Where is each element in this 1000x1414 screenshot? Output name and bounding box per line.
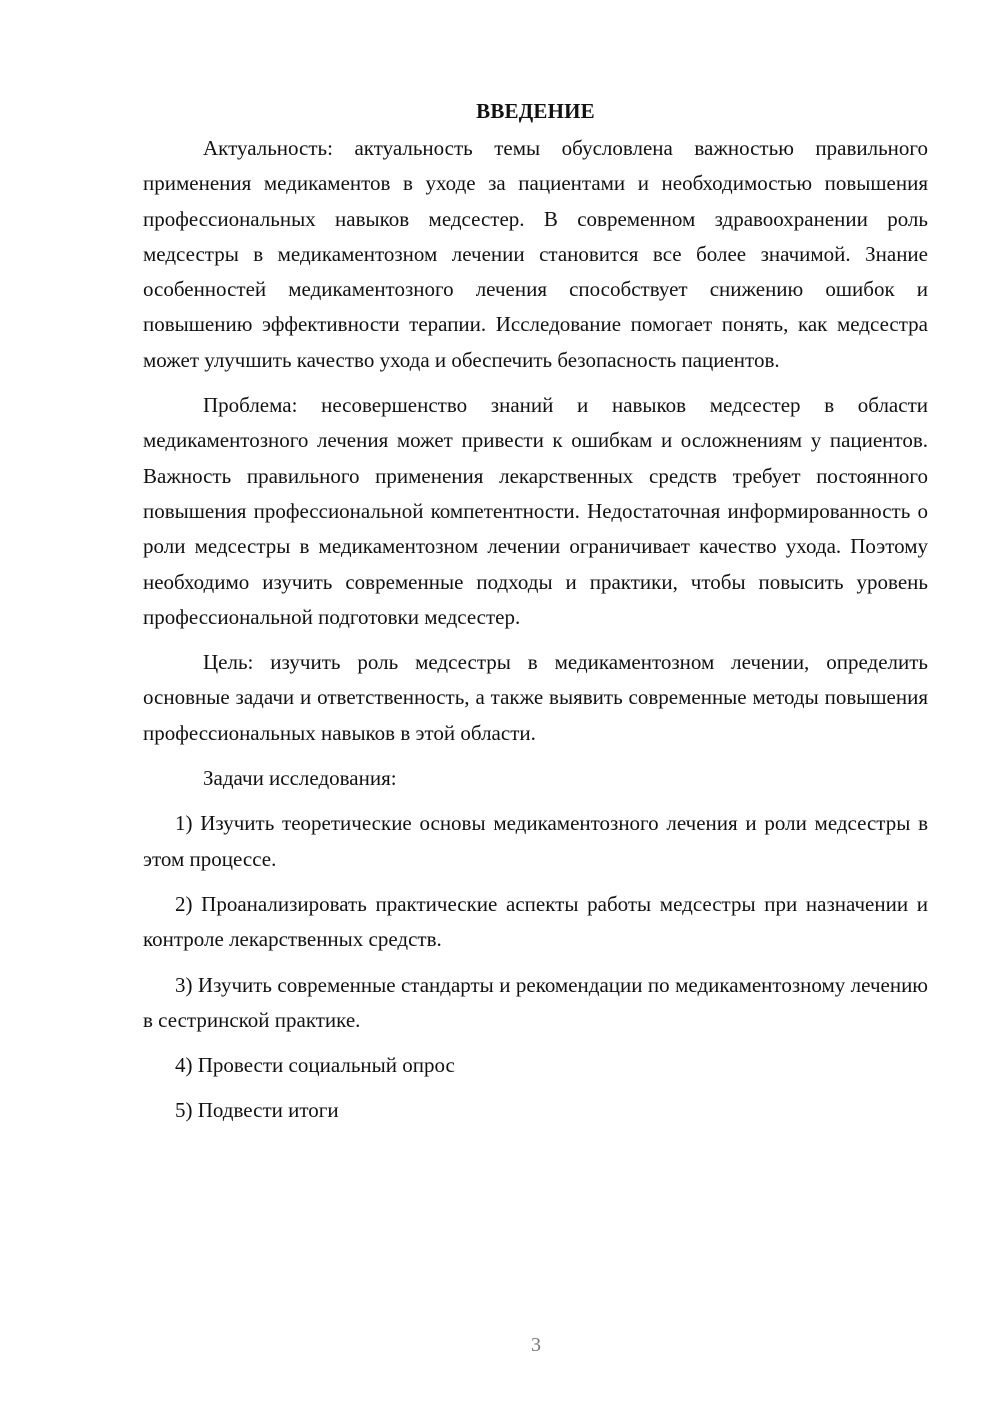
page-title: ВВЕДЕНИЕ [476, 99, 595, 123]
page-number: 3 [531, 1334, 541, 1356]
paragraph-problem: Проблема: несовершенство знаний и навыков медсестер в области медикаментозного лечения может привести к ошибкам и осложнениям у пациентов. Важность правильного применения лекарственных средств требует постоянного повышения профессиональной компетентности. Недостаточная информированность о роли медсестры в медикаментозном лечении ограничивает качество ухода. Поэтому необходимо изучить современные подходы и практики, чтобы повысить уровень профессиональной подготовки медсестер. [143, 393, 928, 629]
paragraph-relevance: Актуальность: актуальность темы обусловлена важностью правильного применения медикаментов в уходе за пациентами и необходимостью повышения профессиональных навыков медсестер. В современном здравоохранении роль медсестры в медикаментозном лечении становится все более значимой. Знание особенностей медикаментозного лечения способствует снижению ошибок и повышению эффективности терапии. Исследование помогает понять, как медсестра может улучшить качество ухода и обеспечить безопасность пациентов. [143, 136, 928, 372]
paragraph-tasks-heading: Задачи исследования: [203, 766, 397, 791]
task-item-1: 1) Изучить теоретические основы медикаментозного лечения и роли медсестры в этом процессе. [143, 811, 928, 871]
task-item-3: 3) Изучить современные стандарты и рекомендации по медикаментозному лечению в сестринской практике. [143, 972, 928, 1032]
task-item-4: 4) Провести социальный опрос [175, 1053, 455, 1078]
task-item-5: 5) Подвести итоги [175, 1098, 339, 1123]
paragraph-goal: Цель: изучить роль медсестры в медикаментозном лечении, определить основные задачи и ответственность, а также выявить современные методы повышения профессиональных навыков в этой области. [143, 650, 928, 745]
task-item-2: 2) Проанализировать практические аспекты работы медсестры при назначении и контроле лекарственных средств. [143, 891, 928, 952]
page-content [143, 94, 928, 1139]
